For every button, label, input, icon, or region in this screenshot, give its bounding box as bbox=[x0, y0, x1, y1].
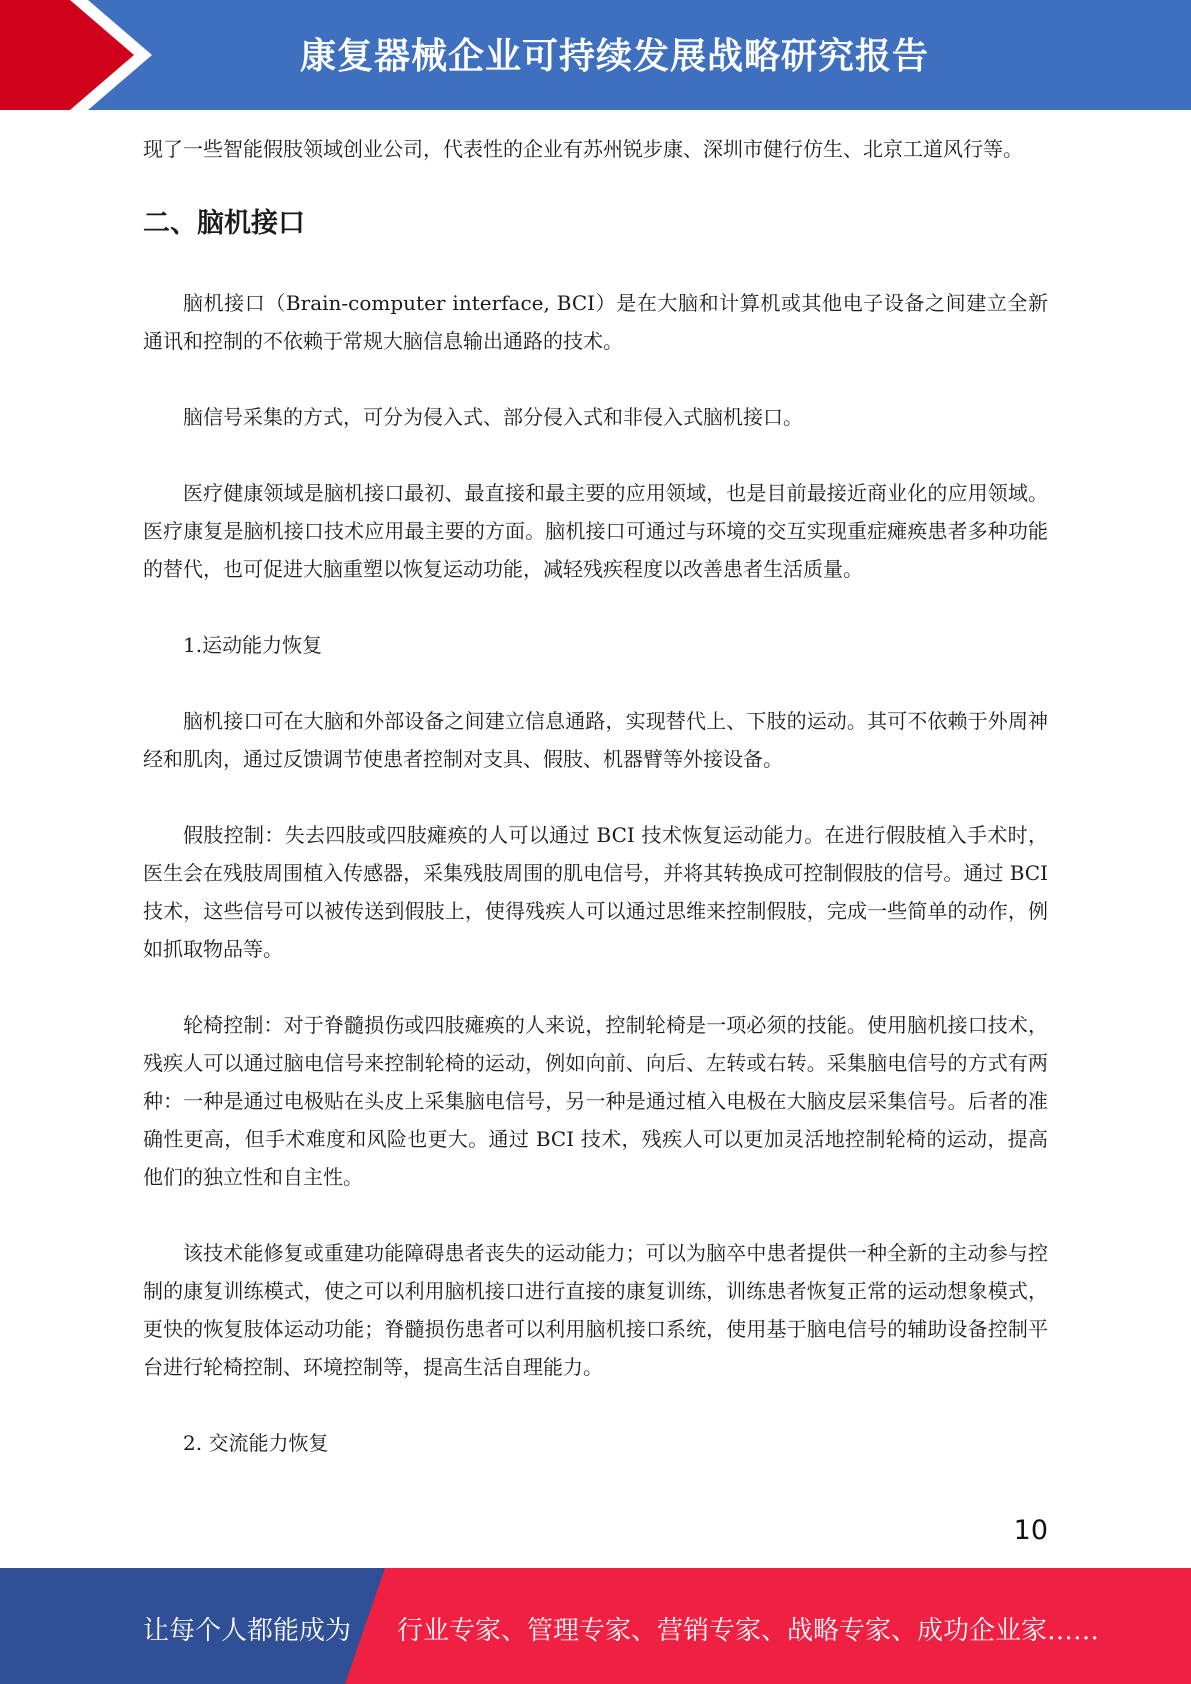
paragraph-rehabilitation: 该技术能修复或重建功能障碍患者丧失的运动能力；可以为脑卒中患者提供一种全新的主动参与控制的康复训练模式，使之可以利用脑机接口进行直接的康复训练，训练患者恢复正常的运动想象模式，更快的恢复肢体运动功能；脊髓损伤患者可以利用脑机接口系统，使用基于脑电信号的辅助设备控制平台进行轮椅控制、环境控制等，提高生活自理能力。 bbox=[143, 1241, 1048, 1379]
section-heading: 二、脑机接口 bbox=[143, 208, 305, 239]
paragraph-signal-acquisition: 脑信号采集的方式，可分为侵入式、部分侵入式和非侵入式脑机接口。 bbox=[183, 405, 803, 429]
subheading-motor-recovery: 1.运动能力恢复 bbox=[183, 633, 323, 657]
header-arrow-decoration bbox=[0, 0, 300, 110]
page-footer bbox=[0, 1568, 1191, 1684]
footer-slogan-left: 让每个人都能成为 bbox=[143, 1616, 352, 1646]
paragraph-wheelchair-control: 轮椅控制：对于脊髓损伤或四肢瘫痪的人来说，控制轮椅是一项必须的技能。使用脑机接口技术，残疾人可以通过脑电信号来控制轮椅的运动，例如向前、向后、左转或右转。采集脑电信号的方式有两种：一种是通过电极贴在头皮上采集脑电信号，另一种是通过植入电极在大脑皮层采集信号。后者的准确性更高，但手术难度和风险也更大。通过 BCI 技术，残疾人可以更加灵活地控制轮椅的运动，提高他们的独立性和自主性。 bbox=[143, 1013, 1048, 1189]
paragraph-medical-application: 医疗健康领域是脑机接口最初、最直接和最主要的应用领域，也是目前最接近商业化的应用领域。医疗康复是脑机接口技术应用最主要的方面。脑机接口可通过与环境的交互实现重症瘫痪患者多种功能的替代，也可促进大脑重塑以恢复运动功能，减轻残疾程度以改善患者生活质量。 bbox=[143, 481, 1048, 581]
report-title: 康复器械企业可持续发展战略研究报告 bbox=[300, 36, 930, 77]
paragraph-bci-definition: 脑机接口（Brain-computer interface, BCI）是在大脑和计算机或其他电子设备之间建立全新通讯和控制的不依赖于常规大脑信息输出通路的技术。 bbox=[143, 291, 1048, 353]
page-number: 10 bbox=[1013, 1515, 1048, 1546]
paragraph-intro: 现了一些智能假肢领域创业公司，代表性的企业有苏州锐步康、深圳市健行仿生、北京工道风行等。 bbox=[143, 137, 1023, 161]
page-content bbox=[143, 130, 1048, 1462]
footer-slogan-right: 行业专家、管理专家、营销专家、战略专家、成功企业家…… bbox=[397, 1616, 1100, 1646]
paragraph-prosthetic-control: 假肢控制：失去四肢或四肢瘫痪的人可以通过 BCI 技术恢复运动能力。在进行假肢植入手术时，医生会在残肢周围植入传感器，采集残肢周围的肌电信号，并将其转换成可控制假肢的信号。通过 BCI 技术，这些信号可以被传送到假肢上，使得残疾人可以通过思维来控制假肢，完成一些简单的动作，例如抓取物品等。 bbox=[143, 823, 1048, 961]
page-header bbox=[0, 0, 1191, 110]
paragraph-motor: 脑机接口可在大脑和外部设备之间建立信息通路，实现替代上、下肢的运动。其可不依赖于外周神经和肌肉，通过反馈调节使患者控制对支具、假肢、机器臂等外接设备。 bbox=[143, 709, 1048, 771]
subheading-communication-recovery: 2. 交流能力恢复 bbox=[183, 1431, 329, 1455]
